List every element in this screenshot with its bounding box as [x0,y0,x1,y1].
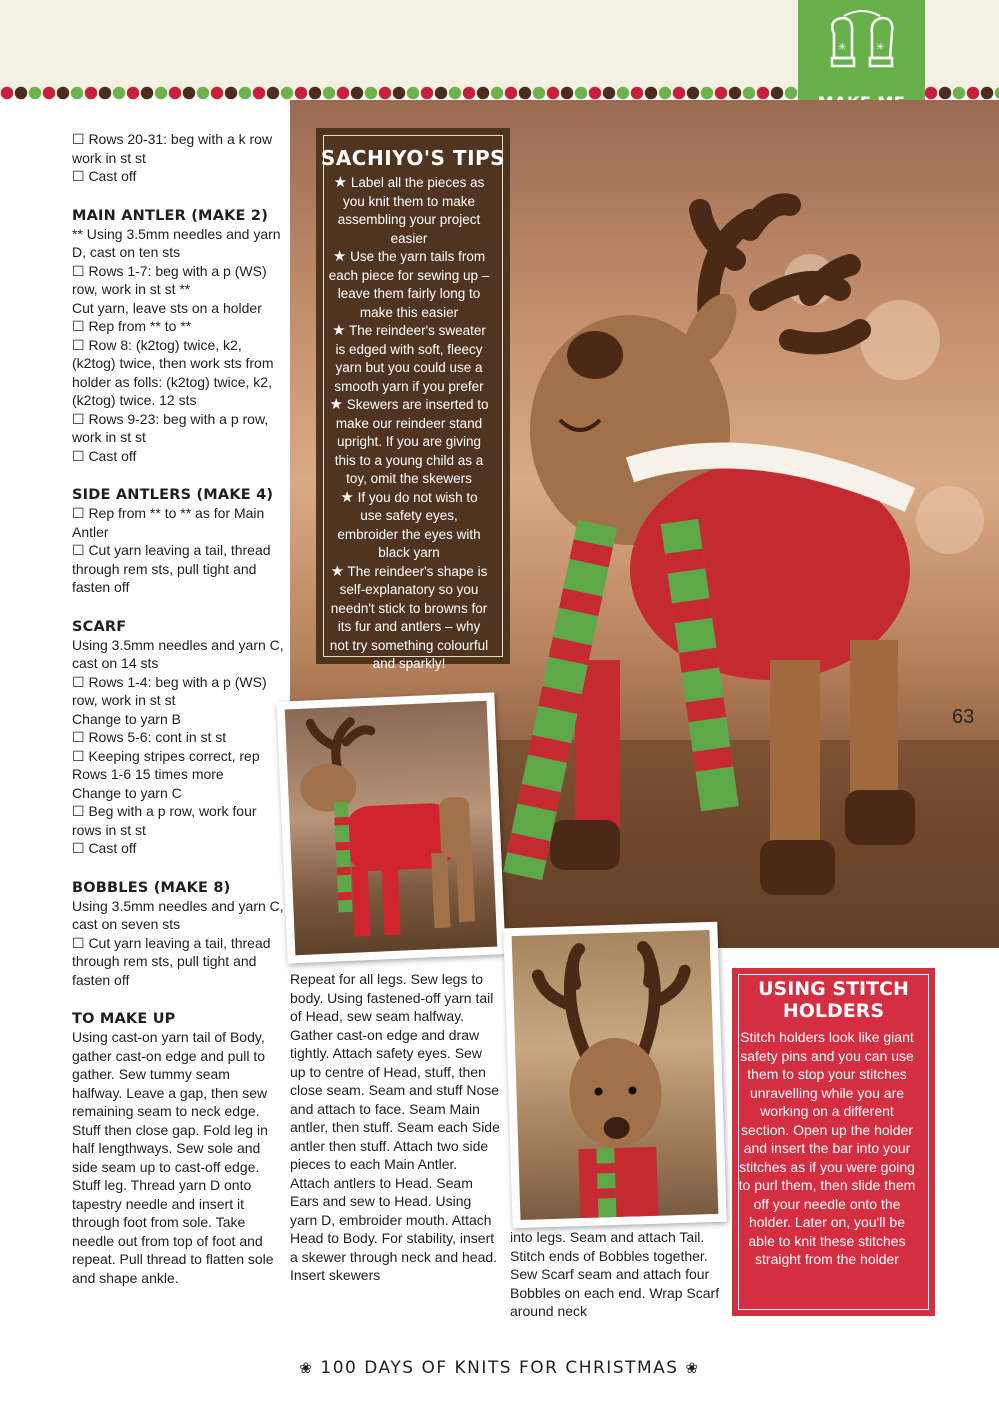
star-icon: ★ [330,562,345,580]
pattern-row: Using cast-on yarn tail of Body, gather cast-on edge and pull to gather. Sew tummy seam halfway. Leave a gap, then sew remaining seam to neck edge. Stuff then close gap. Fold leg in half lengthways. Sew sole and side seam up to cast-off edge. Stuff leg. Thread yarn D onto tapestry needle and insert it through foot from sole. Take needle out from top of foot and repeat. Pull thread to flatten sole and shape ankle. [72,1029,274,1286]
tips-list [328,174,490,674]
tips-title: SACHIYO'S TIPS [320,146,506,170]
section-heading: BOBBLES (MAKE 8) [72,879,231,896]
mittens-icon [820,8,904,88]
flower-icon: ❀ [685,1359,700,1377]
section-heading: MAIN ANTLER (MAKE 2) [72,207,269,224]
pattern-row: ☐ Cast off [72,447,137,464]
section-heading: TO MAKE UP [72,1011,176,1027]
holders-text: Stitch holders look like giant safety pins and you can use them to stop your stitches unravelling while you are working on a different section. Open up the holder and insert the bar into your stitches as if you were going to purl them, then slide them off your needle onto the holder. Later on, you'll be able to knit these stitches straight from the holder [738,1029,916,1267]
pattern-row: ☐ Rows 5-6: cont in st st [72,729,227,745]
star-icon: ★ [333,174,348,191]
holders-title [732,978,935,1022]
pattern-row: Using 3.5mm needles and yarn C, cast on seven sts [72,897,284,932]
pattern-row: ☐ Cast off [72,168,137,184]
star-icon: ★ [340,488,354,506]
pattern-row: ** Using 3.5mm needles and yarn D, cast on ten sts [72,225,281,260]
pattern-row: ☐ Beg with a p row, work four rows in st st [72,803,257,838]
reindeer-side-image [285,701,498,956]
reindeer-closeup-photo [503,922,726,1229]
reindeer-closeup-image [512,930,719,1220]
bobbles-section [72,879,284,990]
pattern-row: ☐ Cast off [72,840,137,856]
side-antlers-section [72,486,284,597]
reindeer-side-photo [276,692,505,963]
holders-title-line-2: HOLDERS [782,1000,885,1022]
star-icon: ★ [332,248,347,265]
tip-item: ★ If you do not wish to use safety eyes, embroider the eyes with black yarn [337,488,481,560]
pattern-column-1 [72,130,284,1308]
pattern-row: ☐ Rows 1-7: beg with a p (WS) row, work in st st ** [72,262,267,297]
holders-title-line-1: USING STITCH [758,978,909,1000]
pattern-row: ☐ Cut yarn leaving a tail, thread through rem sts, pull tight and fasten off [72,934,271,988]
scarf-section [72,618,284,858]
sachiyos-tips-box [316,128,510,671]
page-number: 63 [952,706,975,728]
star-icon: ★ [329,396,343,413]
pattern-row: Using 3.5mm needles and yarn C, cast on 14 sts [72,636,284,671]
pattern-row: ☐ Rep from ** to ** as for Main Antler [72,505,265,540]
pattern-row: Change to yarn B [72,710,181,727]
section-heading: SIDE ANTLERS (MAKE 4) [72,487,274,503]
flower-icon: ❀ [299,1359,314,1377]
main-antler-section [72,207,284,466]
pattern-row: ☐ Rows 1-4: beg with a p (WS) row, work in st st [72,673,267,708]
pattern-row: ☐ Cut yarn leaving a tail, thread through rem sts, pull tight and fasten off [72,542,271,595]
tip-item: ★ Skewers are inserted to make our reindeer stand upright. If you are giving this to a young child as a toy, omit the skewers [329,396,489,486]
intro-section [72,130,284,186]
tip-item: ★ The reindeer's shape is self-explanatory so you needn't stick to browns for its fur and antlers – why not try something colourful and sparkly! [329,562,489,671]
pattern-row: ☐ Row 8: (k2tog) twice, k2, (k2tog) twice, then work sts from holder as folls: (k2tog) twice, k2, (k2tog) twice. 12 sts [72,336,274,408]
page-footer [0,1358,999,1378]
svg-text:✳: ✳ [876,42,885,53]
pattern-row: ☐ Rep from ** to ** [72,318,192,334]
footer-title: 100 DAYS OF KNITS FOR CHRISTMAS [320,1358,679,1378]
star-icon: ★ [332,322,346,339]
pattern-row: ☐ Rows 9-23: beg with a p row, work in st st [72,410,269,445]
make-up-continued: Repeat for all legs. Sew legs to body. Using fastened-off yarn tail of Head, sew seam halfway. Gather cast-on edge and draw tightly. Attach safety eyes. Sew up to centre of Head, stuff, then close seam. Seam and stuff Nose and attach to face. Seam Main antler, then stuff. Seam each Side antler then stuff. Attach two side pieces to each Main Antler. Attach antlers to Head. Seam Ears and sew to Head. Using yarn D, embroider mouth. Attach Head to Body. For stability, insert a skewer through neck and head. Insert skewers [290,971,500,1283]
make-up-section [72,1010,284,1287]
pattern-column-3 [510,1228,720,1321]
stitch-holders-box [732,968,935,1316]
svg-text:✳: ✳ [838,42,847,53]
section-heading: SCARF [72,618,127,635]
pattern-row: Cut yarn, leave sts on a holder [72,299,262,316]
tip-item: ★ The reindeer's sweater is edged with soft, fleecy yarn but you could use a smooth yarn if you prefer [332,322,486,394]
make-up-continued-2: into legs. Seam and attach Tail. Stitch ends of Bobbles together. Sew Scarf seam and attach four Bobbles on each end. Wrap Scarf around neck [510,1229,720,1319]
tip-item: ★ Label all the pieces as you knit them to make assembling your project easier [333,174,485,246]
pattern-row: ☐ Rows 20-31: beg with a k row work in st st [72,131,273,166]
pattern-row: Change to yarn C [72,784,182,801]
pattern-column-2 [290,970,500,1285]
pattern-row: ☐ Keeping stripes correct, rep Rows 1-6 15 times more [72,747,260,782]
tip-item: ★ Use the yarn tails from each piece for sewing up – leave them fairly long to make this easier [328,248,490,320]
